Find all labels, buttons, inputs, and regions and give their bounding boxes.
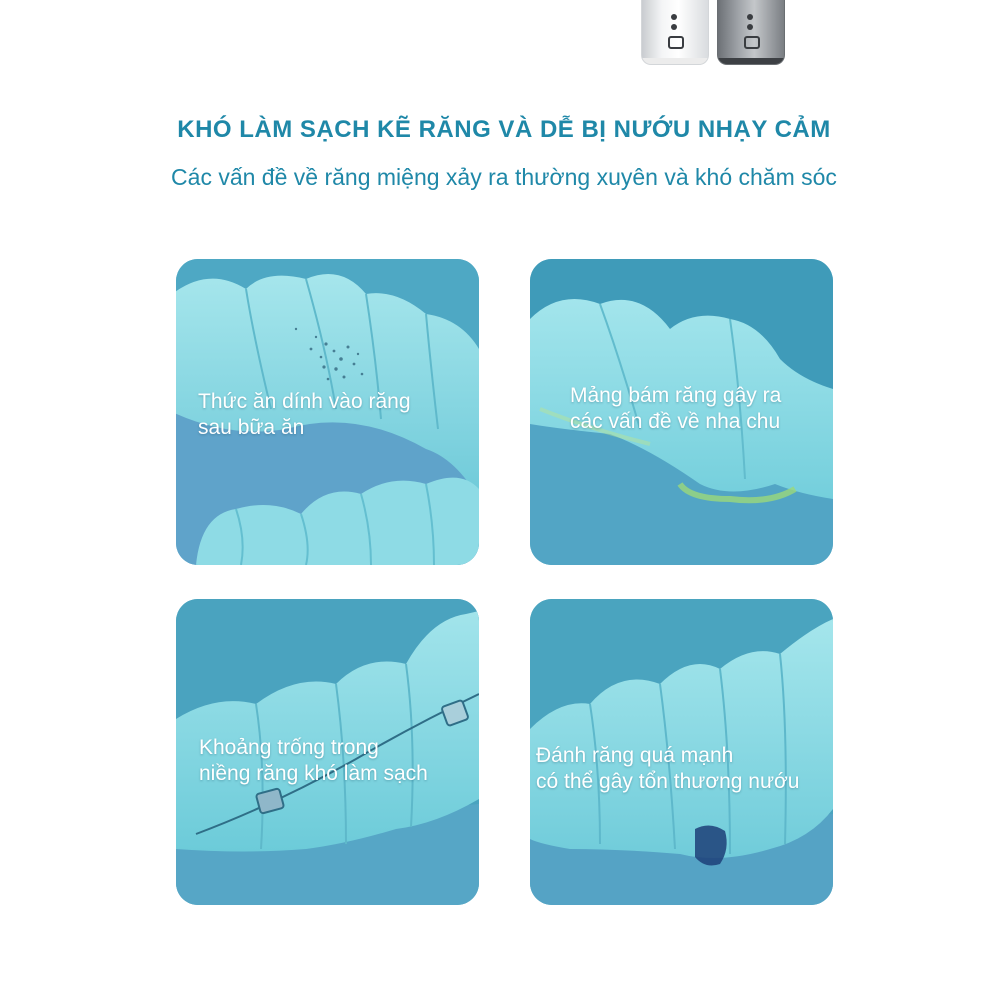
indicator-icon <box>747 14 753 20</box>
product-base <box>718 58 784 64</box>
card-text-line: sau bữa ăn <box>198 416 305 439</box>
card-food-stuck <box>176 259 479 565</box>
indicator-icon <box>671 14 677 20</box>
card-text-line: có thể gây tổn thương nướu <box>536 770 800 793</box>
card-text <box>199 735 428 787</box>
indicator-icon <box>747 24 753 30</box>
card-text-line: Mảng bám răng gây ra <box>570 384 782 407</box>
water-flosser-white-image <box>641 0 709 65</box>
card-text-line: Khoảng trống trong <box>199 736 379 759</box>
card-plaque <box>530 259 833 565</box>
card-text <box>198 389 411 441</box>
product-base <box>642 58 708 64</box>
card-text-line: Đánh răng quá mạnh <box>536 744 734 767</box>
power-button-icon <box>668 36 684 49</box>
power-button-icon <box>744 36 760 49</box>
page-title: KHÓ LÀM SẠCH KẼ RĂNG VÀ DỄ BỊ NƯỚU NHẠY CẢM <box>177 116 831 143</box>
card-text-line: niềng răng khó làm sạch <box>199 762 428 785</box>
card-braces <box>176 599 479 905</box>
page-subtitle: Các vấn đề về răng miệng xảy ra thường xuyên và khó chăm sóc <box>171 164 837 190</box>
water-flosser-black-image <box>717 0 785 65</box>
card-text <box>536 743 799 795</box>
card-text-line: Thức ăn dính vào răng <box>198 390 411 413</box>
card-text-line: các vấn đề về nha chu <box>570 410 781 433</box>
indicator-icon <box>671 24 677 30</box>
card-brushing-hard <box>530 599 833 905</box>
card-text <box>570 383 781 435</box>
